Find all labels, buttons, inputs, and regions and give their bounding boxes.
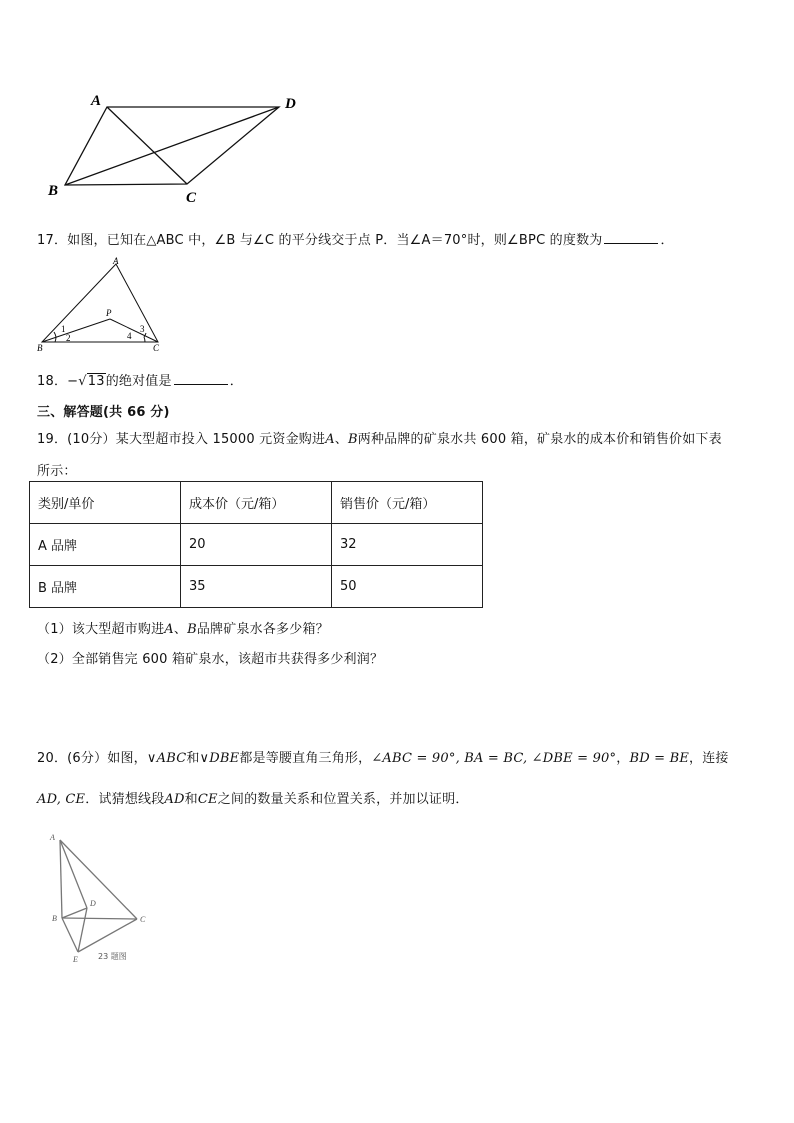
q19-sep: 、 — [173, 622, 188, 637]
triangle-bpc-figure — [34, 256, 169, 354]
angle-label-2: 2 — [66, 333, 71, 343]
q20-and2: 和 — [184, 792, 198, 807]
triangle-dbe: ∨DBE — [199, 751, 240, 766]
table-header: 类别/单价 — [30, 482, 181, 524]
answer-blank-17 — [604, 231, 658, 244]
price-table — [29, 481, 483, 608]
q20-mid: 都是等腰直角三角形， — [239, 751, 372, 766]
q20-pre: 20．(6分）如图， — [37, 751, 147, 766]
question-20-line1 — [37, 747, 729, 766]
question-20-line2 — [37, 788, 469, 807]
question-19-sub2: （2）全部销售完 600 箱矿泉水，该超市共获得多少利润？ — [37, 652, 384, 667]
table-header: 成本价（元/箱） — [181, 482, 332, 524]
table-header-row — [30, 482, 483, 524]
table-cell: A 品牌 — [30, 524, 181, 566]
var-a: A — [325, 432, 335, 447]
q20-condition-1: ∠ABC = 90°, BA = BC, ∠DBE = 90° — [371, 751, 617, 766]
vertex-label-c: C — [153, 343, 160, 353]
question-19-line2: 所示： — [37, 464, 77, 479]
q17-suffix: ． — [660, 233, 674, 248]
vertex-label-b: B — [48, 183, 59, 199]
q20-and: 和 — [186, 751, 200, 766]
answer-blank-18 — [174, 372, 228, 385]
q19-sub1-post: 品牌矿泉水各多少箱？ — [196, 622, 329, 637]
question-17 — [37, 229, 674, 248]
segment-ad: AD — [164, 792, 185, 807]
vertex-label-p: P — [106, 308, 112, 318]
isosceles-right-triangles-figure — [46, 830, 166, 970]
q20-condition-2: BD = BE — [629, 751, 690, 766]
segment-ce: CE — [197, 792, 218, 807]
vertex-label-d: D — [90, 899, 96, 908]
question-19-line1 — [37, 428, 722, 447]
q19-text-pre: 19．(10分）某大型超市投入 15000 元资金购进 — [37, 432, 326, 447]
var-b: B — [187, 622, 197, 637]
vertex-label-e: E — [73, 955, 78, 964]
q19-text-post: 两种品牌的矿泉水共 600 箱，矿泉水的成本价和销售价如下表 — [357, 432, 722, 447]
var-b: B — [347, 432, 358, 447]
angle-label-1: 1 — [61, 324, 66, 334]
vertex-label-d: D — [285, 96, 296, 112]
section-heading: 三、解答题(共 66 分) — [37, 405, 170, 420]
var-a: A — [164, 622, 174, 637]
table-row — [30, 524, 483, 566]
vertex-label-a: A — [91, 93, 102, 109]
q18-text: 的绝对值是 — [105, 374, 172, 389]
vertex-label-b: B — [52, 914, 57, 923]
table-cell: 32 — [332, 524, 483, 566]
table-row — [30, 566, 483, 608]
table-cell: 35 — [181, 566, 332, 608]
table-cell: B 品牌 — [30, 566, 181, 608]
vertex-label-a: A — [50, 833, 55, 842]
q20-line2-a: ．试猜想线段 — [85, 792, 165, 807]
q20-line2-b: 之间的数量关系和位置关系，并加以证明． — [217, 792, 469, 807]
table-header: 销售价（元/箱） — [332, 482, 483, 524]
table-cell: 50 — [332, 566, 483, 608]
angle-label-3: 3 — [140, 324, 145, 334]
sqrt-radicand: 13 — [87, 374, 105, 389]
angle-label-4: 4 — [127, 331, 132, 341]
sqrt-symbol: √ — [78, 374, 87, 389]
triangle-abc: ∨ABC — [146, 751, 187, 766]
parallelogram-figure — [40, 88, 320, 208]
q20-end: ，连接 — [689, 751, 729, 766]
negative-sign: − — [67, 374, 79, 389]
q17-text: 17．如图，已知在△ABC 中，∠B 与∠C 的平分线交于点 P．当∠A＝70°时，则∠BPC 的度数为 — [37, 233, 603, 248]
vertex-label-c: C — [186, 190, 197, 206]
q18-number: 18． — [37, 374, 68, 389]
table-cell: 20 — [181, 524, 332, 566]
vertex-label-c: C — [140, 915, 146, 924]
q18-end: ． — [229, 374, 243, 389]
q20-comma: ， — [616, 751, 630, 766]
q20-segments: AD, CE — [37, 792, 86, 807]
question-19-sub1 — [37, 618, 329, 637]
figure-caption: 23 题图 — [98, 952, 127, 961]
q19-sep: 、 — [334, 432, 348, 447]
question-18 — [37, 370, 243, 389]
q19-sub1-pre: （1）该大型超市购进 — [37, 622, 165, 637]
vertex-label-a: A — [113, 256, 119, 266]
vertex-label-b: B — [37, 343, 43, 353]
